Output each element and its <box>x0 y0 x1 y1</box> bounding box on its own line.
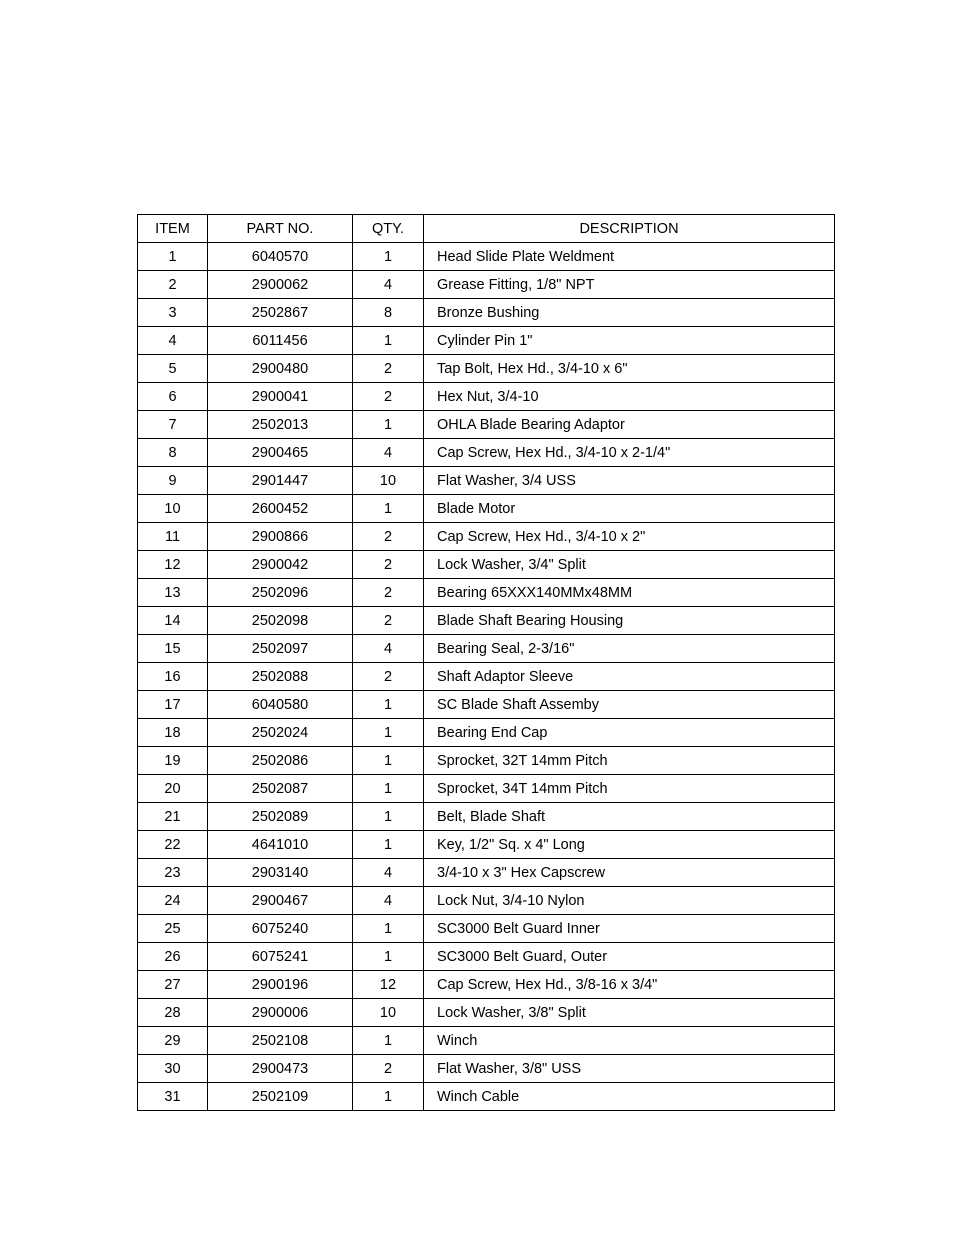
cell-description: Sprocket, 34T 14mm Pitch <box>424 775 835 803</box>
cell-part-no: 2502086 <box>208 747 353 775</box>
cell-part-no: 2900467 <box>208 887 353 915</box>
table-row <box>138 971 835 999</box>
cell-part-no: 2900006 <box>208 999 353 1027</box>
table-row <box>138 719 835 747</box>
cell-description: SC Blade Shaft Assemby <box>424 691 835 719</box>
cell-item: 27 <box>138 971 208 999</box>
cell-qty: 4 <box>353 635 424 663</box>
table-row <box>138 355 835 383</box>
table-row <box>138 803 835 831</box>
cell-description: Flat Washer, 3/4 USS <box>424 467 835 495</box>
cell-item: 16 <box>138 663 208 691</box>
table-row <box>138 495 835 523</box>
cell-qty: 1 <box>353 691 424 719</box>
header-qty: QTY. <box>353 215 424 243</box>
cell-description: Shaft Adaptor Sleeve <box>424 663 835 691</box>
table-row <box>138 999 835 1027</box>
cell-item: 31 <box>138 1083 208 1111</box>
cell-part-no: 6040580 <box>208 691 353 719</box>
cell-qty: 1 <box>353 327 424 355</box>
table-row <box>138 299 835 327</box>
cell-qty: 2 <box>353 383 424 411</box>
cell-qty: 2 <box>353 551 424 579</box>
cell-qty: 1 <box>353 915 424 943</box>
cell-description: Lock Washer, 3/4" Split <box>424 551 835 579</box>
table-row <box>138 271 835 299</box>
cell-item: 24 <box>138 887 208 915</box>
table-row <box>138 747 835 775</box>
cell-item: 12 <box>138 551 208 579</box>
table-row <box>138 691 835 719</box>
cell-qty: 1 <box>353 831 424 859</box>
cell-item: 28 <box>138 999 208 1027</box>
cell-item: 25 <box>138 915 208 943</box>
cell-qty: 8 <box>353 299 424 327</box>
cell-description: Lock Nut, 3/4-10 Nylon <box>424 887 835 915</box>
cell-item: 5 <box>138 355 208 383</box>
cell-description: Hex Nut, 3/4-10 <box>424 383 835 411</box>
table-row <box>138 439 835 467</box>
cell-part-no: 6075240 <box>208 915 353 943</box>
cell-qty: 1 <box>353 243 424 271</box>
cell-item: 20 <box>138 775 208 803</box>
cell-part-no: 2502108 <box>208 1027 353 1055</box>
cell-description: Belt, Blade Shaft <box>424 803 835 831</box>
cell-item: 9 <box>138 467 208 495</box>
cell-qty: 2 <box>353 663 424 691</box>
cell-qty: 1 <box>353 1083 424 1111</box>
cell-description: Tap Bolt, Hex Hd., 3/4-10 x 6" <box>424 355 835 383</box>
cell-item: 26 <box>138 943 208 971</box>
cell-description: 3/4-10 x 3" Hex Capscrew <box>424 859 835 887</box>
table-row <box>138 327 835 355</box>
cell-item: 1 <box>138 243 208 271</box>
cell-qty: 1 <box>353 411 424 439</box>
cell-part-no: 2900196 <box>208 971 353 999</box>
cell-description: Blade Motor <box>424 495 835 523</box>
cell-qty: 10 <box>353 467 424 495</box>
cell-item: 6 <box>138 383 208 411</box>
cell-item: 11 <box>138 523 208 551</box>
table-row <box>138 243 835 271</box>
cell-part-no: 2502096 <box>208 579 353 607</box>
cell-part-no: 2900042 <box>208 551 353 579</box>
cell-item: 29 <box>138 1027 208 1055</box>
cell-qty: 1 <box>353 1027 424 1055</box>
table-row <box>138 1083 835 1111</box>
cell-qty: 2 <box>353 523 424 551</box>
cell-qty: 1 <box>353 803 424 831</box>
cell-item: 23 <box>138 859 208 887</box>
cell-description: Bearing End Cap <box>424 719 835 747</box>
cell-part-no: 2502867 <box>208 299 353 327</box>
cell-part-no: 4641010 <box>208 831 353 859</box>
cell-description: Key, 1/2" Sq. x 4" Long <box>424 831 835 859</box>
cell-description: SC3000 Belt Guard, Outer <box>424 943 835 971</box>
cell-item: 22 <box>138 831 208 859</box>
table-row <box>138 663 835 691</box>
cell-item: 30 <box>138 1055 208 1083</box>
cell-description: Winch Cable <box>424 1083 835 1111</box>
cell-qty: 1 <box>353 747 424 775</box>
cell-qty: 2 <box>353 355 424 383</box>
table-row <box>138 859 835 887</box>
cell-description: Winch <box>424 1027 835 1055</box>
cell-description: SC3000 Belt Guard Inner <box>424 915 835 943</box>
cell-item: 2 <box>138 271 208 299</box>
cell-part-no: 2502109 <box>208 1083 353 1111</box>
cell-description: Bearing 65XXX140MMx48MM <box>424 579 835 607</box>
cell-description: Lock Washer, 3/8" Split <box>424 999 835 1027</box>
table-row <box>138 551 835 579</box>
table-row <box>138 943 835 971</box>
cell-part-no: 2900480 <box>208 355 353 383</box>
cell-description: Cylinder Pin 1" <box>424 327 835 355</box>
cell-qty: 4 <box>353 271 424 299</box>
cell-part-no: 2502089 <box>208 803 353 831</box>
cell-description: Flat Washer, 3/8" USS <box>424 1055 835 1083</box>
cell-part-no: 6040570 <box>208 243 353 271</box>
cell-qty: 1 <box>353 775 424 803</box>
cell-qty: 10 <box>353 999 424 1027</box>
table-row <box>138 775 835 803</box>
header-item: ITEM <box>138 215 208 243</box>
cell-qty: 2 <box>353 607 424 635</box>
header-description: DESCRIPTION <box>424 215 835 243</box>
cell-part-no: 2600452 <box>208 495 353 523</box>
cell-description: Bearing Seal, 2-3/16" <box>424 635 835 663</box>
cell-description: Grease Fitting, 1/8" NPT <box>424 271 835 299</box>
cell-qty: 1 <box>353 943 424 971</box>
cell-qty: 1 <box>353 719 424 747</box>
cell-part-no: 2900473 <box>208 1055 353 1083</box>
cell-item: 10 <box>138 495 208 523</box>
cell-description: Bronze Bushing <box>424 299 835 327</box>
cell-description: Sprocket, 32T 14mm Pitch <box>424 747 835 775</box>
cell-part-no: 2900062 <box>208 271 353 299</box>
cell-part-no: 2502097 <box>208 635 353 663</box>
cell-description: OHLA Blade Bearing Adaptor <box>424 411 835 439</box>
cell-qty: 2 <box>353 1055 424 1083</box>
cell-item: 15 <box>138 635 208 663</box>
cell-part-no: 2903140 <box>208 859 353 887</box>
cell-part-no: 2502098 <box>208 607 353 635</box>
table-row <box>138 607 835 635</box>
cell-item: 14 <box>138 607 208 635</box>
cell-item: 3 <box>138 299 208 327</box>
cell-qty: 4 <box>353 439 424 467</box>
cell-qty: 12 <box>353 971 424 999</box>
cell-part-no: 2502088 <box>208 663 353 691</box>
cell-item: 17 <box>138 691 208 719</box>
cell-part-no: 2502013 <box>208 411 353 439</box>
cell-qty: 2 <box>353 579 424 607</box>
table-row <box>138 635 835 663</box>
cell-description: Cap Screw, Hex Hd., 3/4-10 x 2" <box>424 523 835 551</box>
table-row <box>138 383 835 411</box>
cell-qty: 4 <box>353 887 424 915</box>
cell-part-no: 2900866 <box>208 523 353 551</box>
cell-item: 8 <box>138 439 208 467</box>
cell-description: Head Slide Plate Weldment <box>424 243 835 271</box>
table-row <box>138 411 835 439</box>
cell-item: 4 <box>138 327 208 355</box>
cell-part-no: 2502024 <box>208 719 353 747</box>
table-row <box>138 831 835 859</box>
cell-description: Cap Screw, Hex Hd., 3/8-16 x 3/4" <box>424 971 835 999</box>
cell-item: 7 <box>138 411 208 439</box>
cell-part-no: 2900465 <box>208 439 353 467</box>
cell-item: 19 <box>138 747 208 775</box>
table-row <box>138 887 835 915</box>
cell-description: Blade Shaft Bearing Housing <box>424 607 835 635</box>
table-row <box>138 523 835 551</box>
table-body <box>138 243 835 1111</box>
cell-part-no: 6011456 <box>208 327 353 355</box>
cell-qty: 4 <box>353 859 424 887</box>
cell-part-no: 2900041 <box>208 383 353 411</box>
cell-part-no: 6075241 <box>208 943 353 971</box>
table-row <box>138 1027 835 1055</box>
table-row <box>138 579 835 607</box>
parts-list-table <box>137 214 835 1111</box>
cell-item: 21 <box>138 803 208 831</box>
header-part-no: PART NO. <box>208 215 353 243</box>
cell-description: Cap Screw, Hex Hd., 3/4-10 x 2-1/4" <box>424 439 835 467</box>
cell-part-no: 2901447 <box>208 467 353 495</box>
cell-part-no: 2502087 <box>208 775 353 803</box>
cell-item: 18 <box>138 719 208 747</box>
cell-qty: 1 <box>353 495 424 523</box>
cell-item: 13 <box>138 579 208 607</box>
table-row <box>138 915 835 943</box>
table-header-row <box>138 215 835 243</box>
table-row <box>138 467 835 495</box>
table-row <box>138 1055 835 1083</box>
